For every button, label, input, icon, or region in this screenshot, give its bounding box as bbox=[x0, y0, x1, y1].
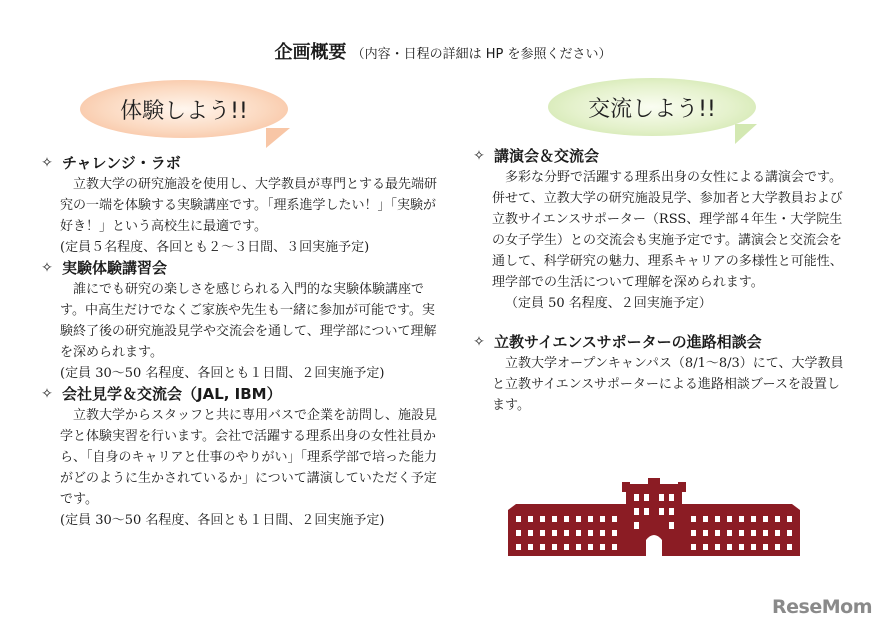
section-note: (定員 30〜50 名程度、各回とも１日間、２回実施予定) bbox=[60, 513, 385, 528]
bubble-experience-label: 体験しよう!! bbox=[120, 98, 248, 124]
section-description: 誰にでも研究の楽しさを感じられる入門的な実験体験講座です。中高生だけでなくご家族や先生も一緒に参加が可能です。実験終了後の研究施設見学や交流会を通して、理学部について理解を深められます。 bbox=[60, 282, 437, 360]
section-company-visit bbox=[38, 384, 438, 531]
bubble-experience bbox=[80, 80, 288, 138]
bubble-experience-tail bbox=[266, 128, 290, 148]
section-description: 多彩な分野で活躍する理系出身の女性による講演会です。併せて、立教大学の研究施設見学、参加者と大学教員および立教サイエンスサポーター（RSS、理学部４年生・大学院生の女子学生）との交流会も実施予定です。講演会と交流会を通して、科学研究の魅力、理系キャリアの多様性と可能性、理学部での生活について理解を深められます。 bbox=[492, 170, 843, 290]
diamond-bullet-icon: ✧ bbox=[41, 155, 53, 171]
section-career-consult bbox=[470, 332, 850, 416]
resemom-logo: ReseMom bbox=[772, 596, 872, 618]
section-heading-text: 講演会＆交流会 bbox=[494, 147, 600, 165]
section-description: 立教大学からスタッフと共に専用バスで企業を訪問し、施設見学と体験実習を行います。会社で活躍する理系出身の女性社員から、「自身のキャリアと仕事のやりがい」「理系学部で培った能力がどのように生かされているか」について講演していただく予定です。 bbox=[60, 408, 438, 507]
section-note: (定員 30〜50 名程度、各回とも１日間、２回実施予定) bbox=[60, 366, 385, 381]
section-heading bbox=[38, 384, 438, 405]
section-heading bbox=[38, 258, 438, 279]
bubble-exchange-tail bbox=[735, 124, 757, 144]
section-description: 立教大学オープンキャンパス（8/1〜8/3）にて、大学教員と立教サイエンスサポーターによる進路相談ブースを設置します。 bbox=[492, 356, 844, 413]
section-body bbox=[470, 167, 850, 314]
bubble-exchange-label: 交流しよう!! bbox=[588, 96, 716, 122]
section-body bbox=[470, 353, 850, 416]
section-heading-text: 立教サイエンスサポーターの進路相談会 bbox=[494, 333, 762, 351]
diamond-bullet-icon: ✧ bbox=[473, 334, 485, 350]
section-note: （定員 50 名程度、２回実施予定） bbox=[505, 296, 712, 311]
page-title bbox=[0, 38, 886, 64]
right-column bbox=[470, 146, 850, 416]
university-building-illustration bbox=[508, 478, 800, 558]
section-description: 立教大学の研究施設を使用し、大学教員が専門とする最先端研究の一端を体験する実験講座です。「理系進学したい！」「実験が好き！」という高校生に最適です。 bbox=[60, 177, 438, 234]
section-heading-text: 会社見学＆交流会（JAL, IBM） bbox=[62, 385, 282, 403]
diamond-bullet-icon: ✧ bbox=[41, 386, 53, 402]
diamond-bullet-icon: ✧ bbox=[473, 148, 485, 164]
section-body bbox=[38, 174, 438, 258]
section-note: (定員５名程度、各回とも２〜３日間、３回実施予定) bbox=[60, 240, 370, 255]
section-lecture bbox=[470, 146, 850, 314]
left-column bbox=[38, 153, 438, 531]
section-heading-text: 実験体験講習会 bbox=[62, 259, 168, 277]
section-experiment-course bbox=[38, 258, 438, 384]
title-sub: （内容・日程の詳細は HP を参照ください） bbox=[351, 47, 612, 62]
diamond-bullet-icon: ✧ bbox=[41, 260, 53, 276]
section-body bbox=[38, 405, 438, 531]
section-challenge-lab bbox=[38, 153, 438, 258]
section-heading-text: チャレンジ・ラボ bbox=[62, 154, 181, 172]
section-heading bbox=[38, 153, 438, 174]
section-heading bbox=[470, 332, 850, 353]
title-main: 企画概要 bbox=[274, 42, 347, 63]
bubble-exchange bbox=[548, 78, 756, 136]
section-heading bbox=[470, 146, 850, 167]
section-body bbox=[38, 279, 438, 384]
